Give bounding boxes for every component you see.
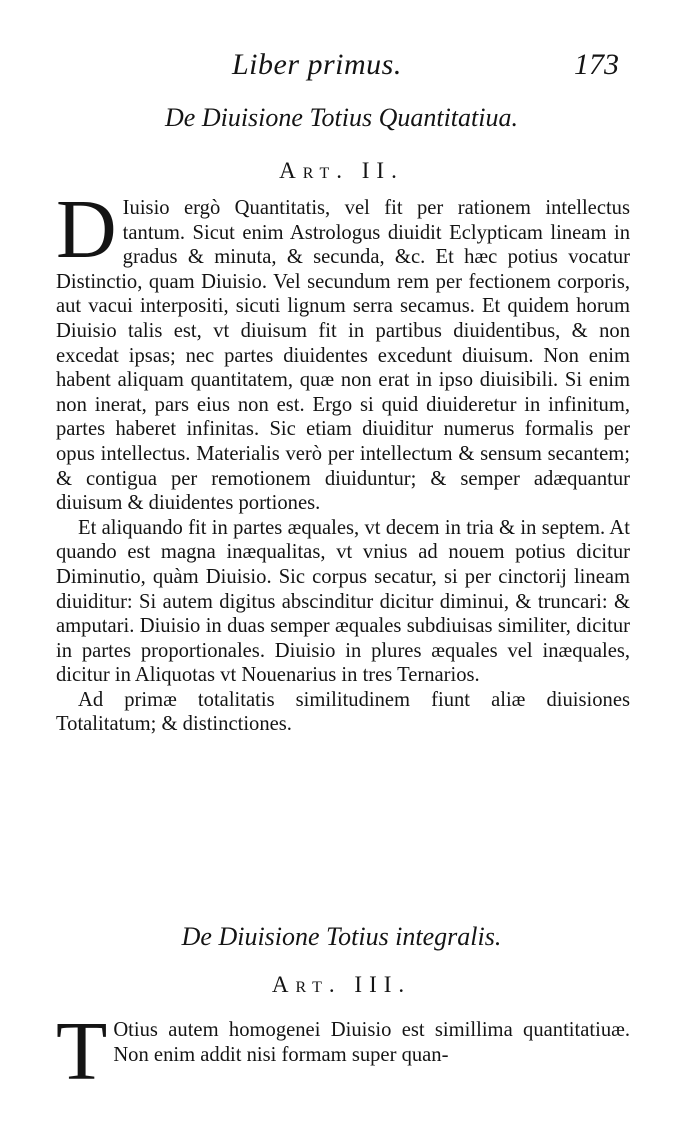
drop-cap-d: D: [56, 183, 117, 276]
article-label-ii: Art. II.: [279, 158, 404, 183]
paragraph-2: Et aliquando fit in partes æquales, vt decem in tria & in septem. At quando est magna inæqualitas, vt vnius ad nouem potius dicitur Diminutio, quàm Diuisio. Sic corpus secatur, si per cinctorij lineam diuiditur: Si autem digitus abscinditur dicitur diminui, & truncari: & amputari. Diuisio in duas semper æquales subdiuisas similiter, dicitur in partes proportionales. Diuisio in plures æquales vel inæquales, dicitur in Aliquotas vt Nouenarius in tres Ternarios.: [56, 516, 630, 687]
paragraph-4: Otius autem homogenei Diuisio est simillima quantitatiuæ. Non enim addit nisi formam super quan-: [113, 1019, 630, 1066]
drop-cap-t: T: [56, 1005, 108, 1098]
running-title: Liber primus.: [232, 48, 402, 81]
page-header: [0, 42, 683, 86]
paragraph-3: Ad primæ totalitatis similitudinem fiunt aliæ diuisiones Totalitatum; & distinctiones.: [56, 688, 630, 736]
section-title-quantitative-division: De Diuisione Totius Quantitatiua.: [165, 103, 518, 132]
page-number: 173: [574, 48, 619, 81]
section2-body: [56, 1005, 630, 1098]
section-title-integral-division: De Diuisione Totius integralis.: [181, 922, 502, 951]
paragraph-1: Iuisio ergò Quantitatis, vel fit per rationem intellectus tantum. Sicut enim Astrologus diuidit Eclypticam lineam in gradus & minuta, & secunda, &c. Et hæc potius vocatur Distinctio, quam Diuisio. Vel secundum rem per fectionem corporis, aut vacui interpositi, sicuti lignum serra secamus. Et quidem horum Diuisio talis est, vt diuisum fit in partibus diuidentibus, & non excedat ipsas; nec partes diuidentes excedunt diuisum. Non enim habent aliquam quantitatem, quæ non erat in ipso diuisibili. Si enim non inerat, pars eius non est. Ergo si quid diuideretur in infinitum, partes haberet infinitas. Sic etiam diuiditur numerus formalis per opus intellectus. Materialis verò per intellectum & sensum secantem; & contigua per remotionem diuiduntur; & semper adæquantur diuisum & diuidentes portiones.: [56, 197, 630, 515]
article-label-iii: Art. III.: [271, 972, 412, 997]
section1-body: [56, 183, 630, 737]
